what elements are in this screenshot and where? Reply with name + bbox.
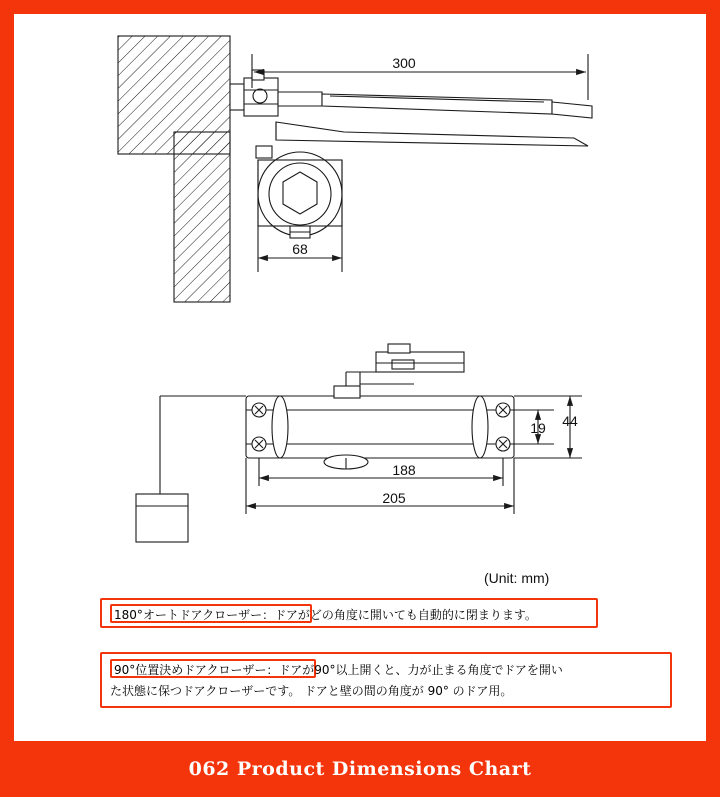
diagram-panel [14,14,706,741]
closer-arm-lower [276,122,588,146]
footer-title: 062 Product Dimensions Chart [188,758,532,780]
note-2-term: 90°位置決めドアクローザー： [114,663,279,677]
door-side-bracket [136,396,246,542]
wall-block-lower [174,132,230,302]
unit-note: (Unit: mm) [484,570,550,586]
note-1-body: ドアがどの角度に開いても自動的に閉まります。 [274,608,537,622]
closer-body-topview [256,146,342,238]
dimension-drawing [14,14,706,741]
dim-label-205: 205 [382,490,406,506]
dim-label-44: 44 [562,413,578,429]
closer-body-frontview [246,386,514,469]
dim-label-188: 188 [392,462,416,478]
footer-bar [0,741,720,797]
note-1-term: 180°オートドアクローザー： [114,608,275,622]
note-2-text-line2: た状態に保つドアクローザーです。 ドアと壁の間の角度が 90° のドア用。 [110,684,513,698]
note-2-body: ドアが90°以上開くと、力が止まる角度でドアを開い [278,663,563,677]
dim-label-300: 300 [392,55,416,71]
note-1-text [114,606,674,623]
dim-label-68: 68 [292,241,308,257]
note-2-text [114,661,674,678]
dim-label-19: 19 [530,420,546,436]
mounting-bracket [376,344,464,372]
closer-arm [278,92,592,118]
arm-bracket [230,70,278,116]
